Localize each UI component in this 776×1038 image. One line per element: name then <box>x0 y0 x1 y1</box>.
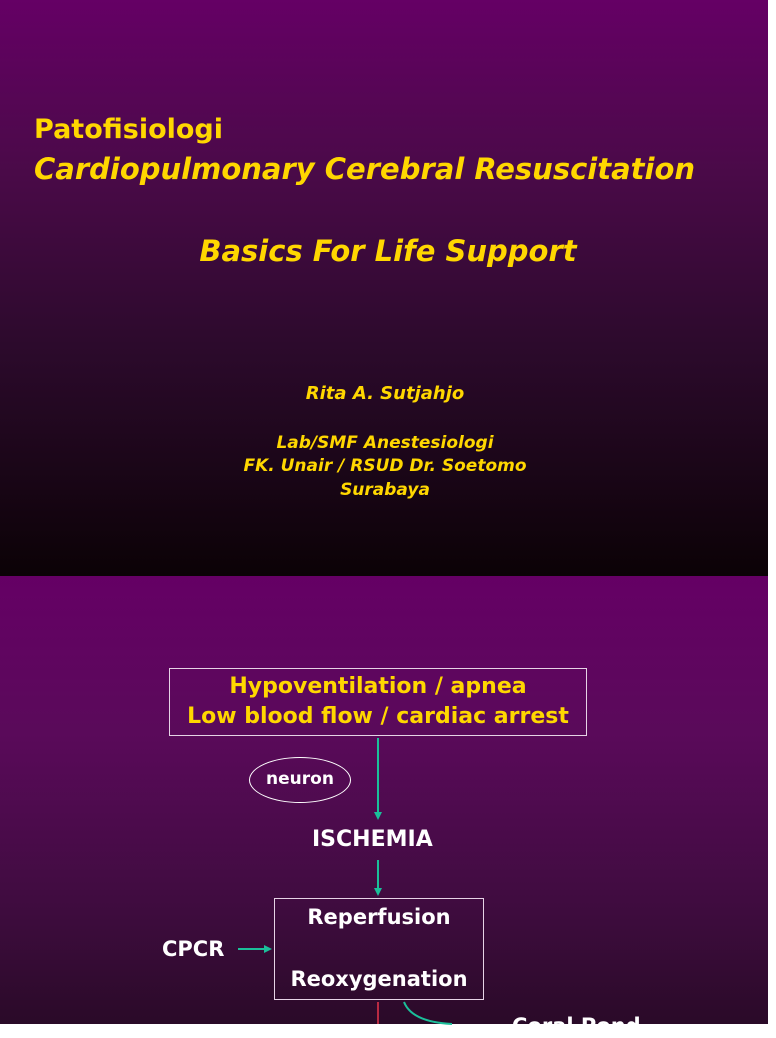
cut-off-label: Coral Pond <box>512 1014 641 1038</box>
reperfusion-label: Reperfusion <box>307 905 451 929</box>
reoxygenation-label: Reoxygenation <box>290 967 468 991</box>
author-name: Rita A. Sutjahjo <box>305 383 465 404</box>
cause-line: Hypoventilation / apnea <box>229 674 527 699</box>
curved-arrow <box>404 1002 452 1024</box>
cpcr-label: CPCR <box>162 937 225 961</box>
affiliation-line: Lab/SMF Anestesiologi <box>276 433 494 453</box>
slide-title-subject: Cardiopulmonary Cerebral Resuscitation <box>34 152 696 186</box>
reperfusion-box <box>274 898 484 1000</box>
ischemia-label: ISCHEMIA <box>312 827 433 852</box>
neuron-oval: neuron <box>249 757 351 803</box>
slide-subtitle: Basics For Life Support <box>199 234 577 268</box>
slide-title: Patofisiologi <box>34 114 224 145</box>
cause-box <box>169 668 587 736</box>
slide-2 <box>0 576 768 1038</box>
cause-line: Low blood flow / cardiac arrest <box>187 704 569 729</box>
affiliation-line: Surabaya <box>340 480 430 500</box>
affiliation-line: FK. Unair / RSUD Dr. Soetomo <box>243 456 527 476</box>
